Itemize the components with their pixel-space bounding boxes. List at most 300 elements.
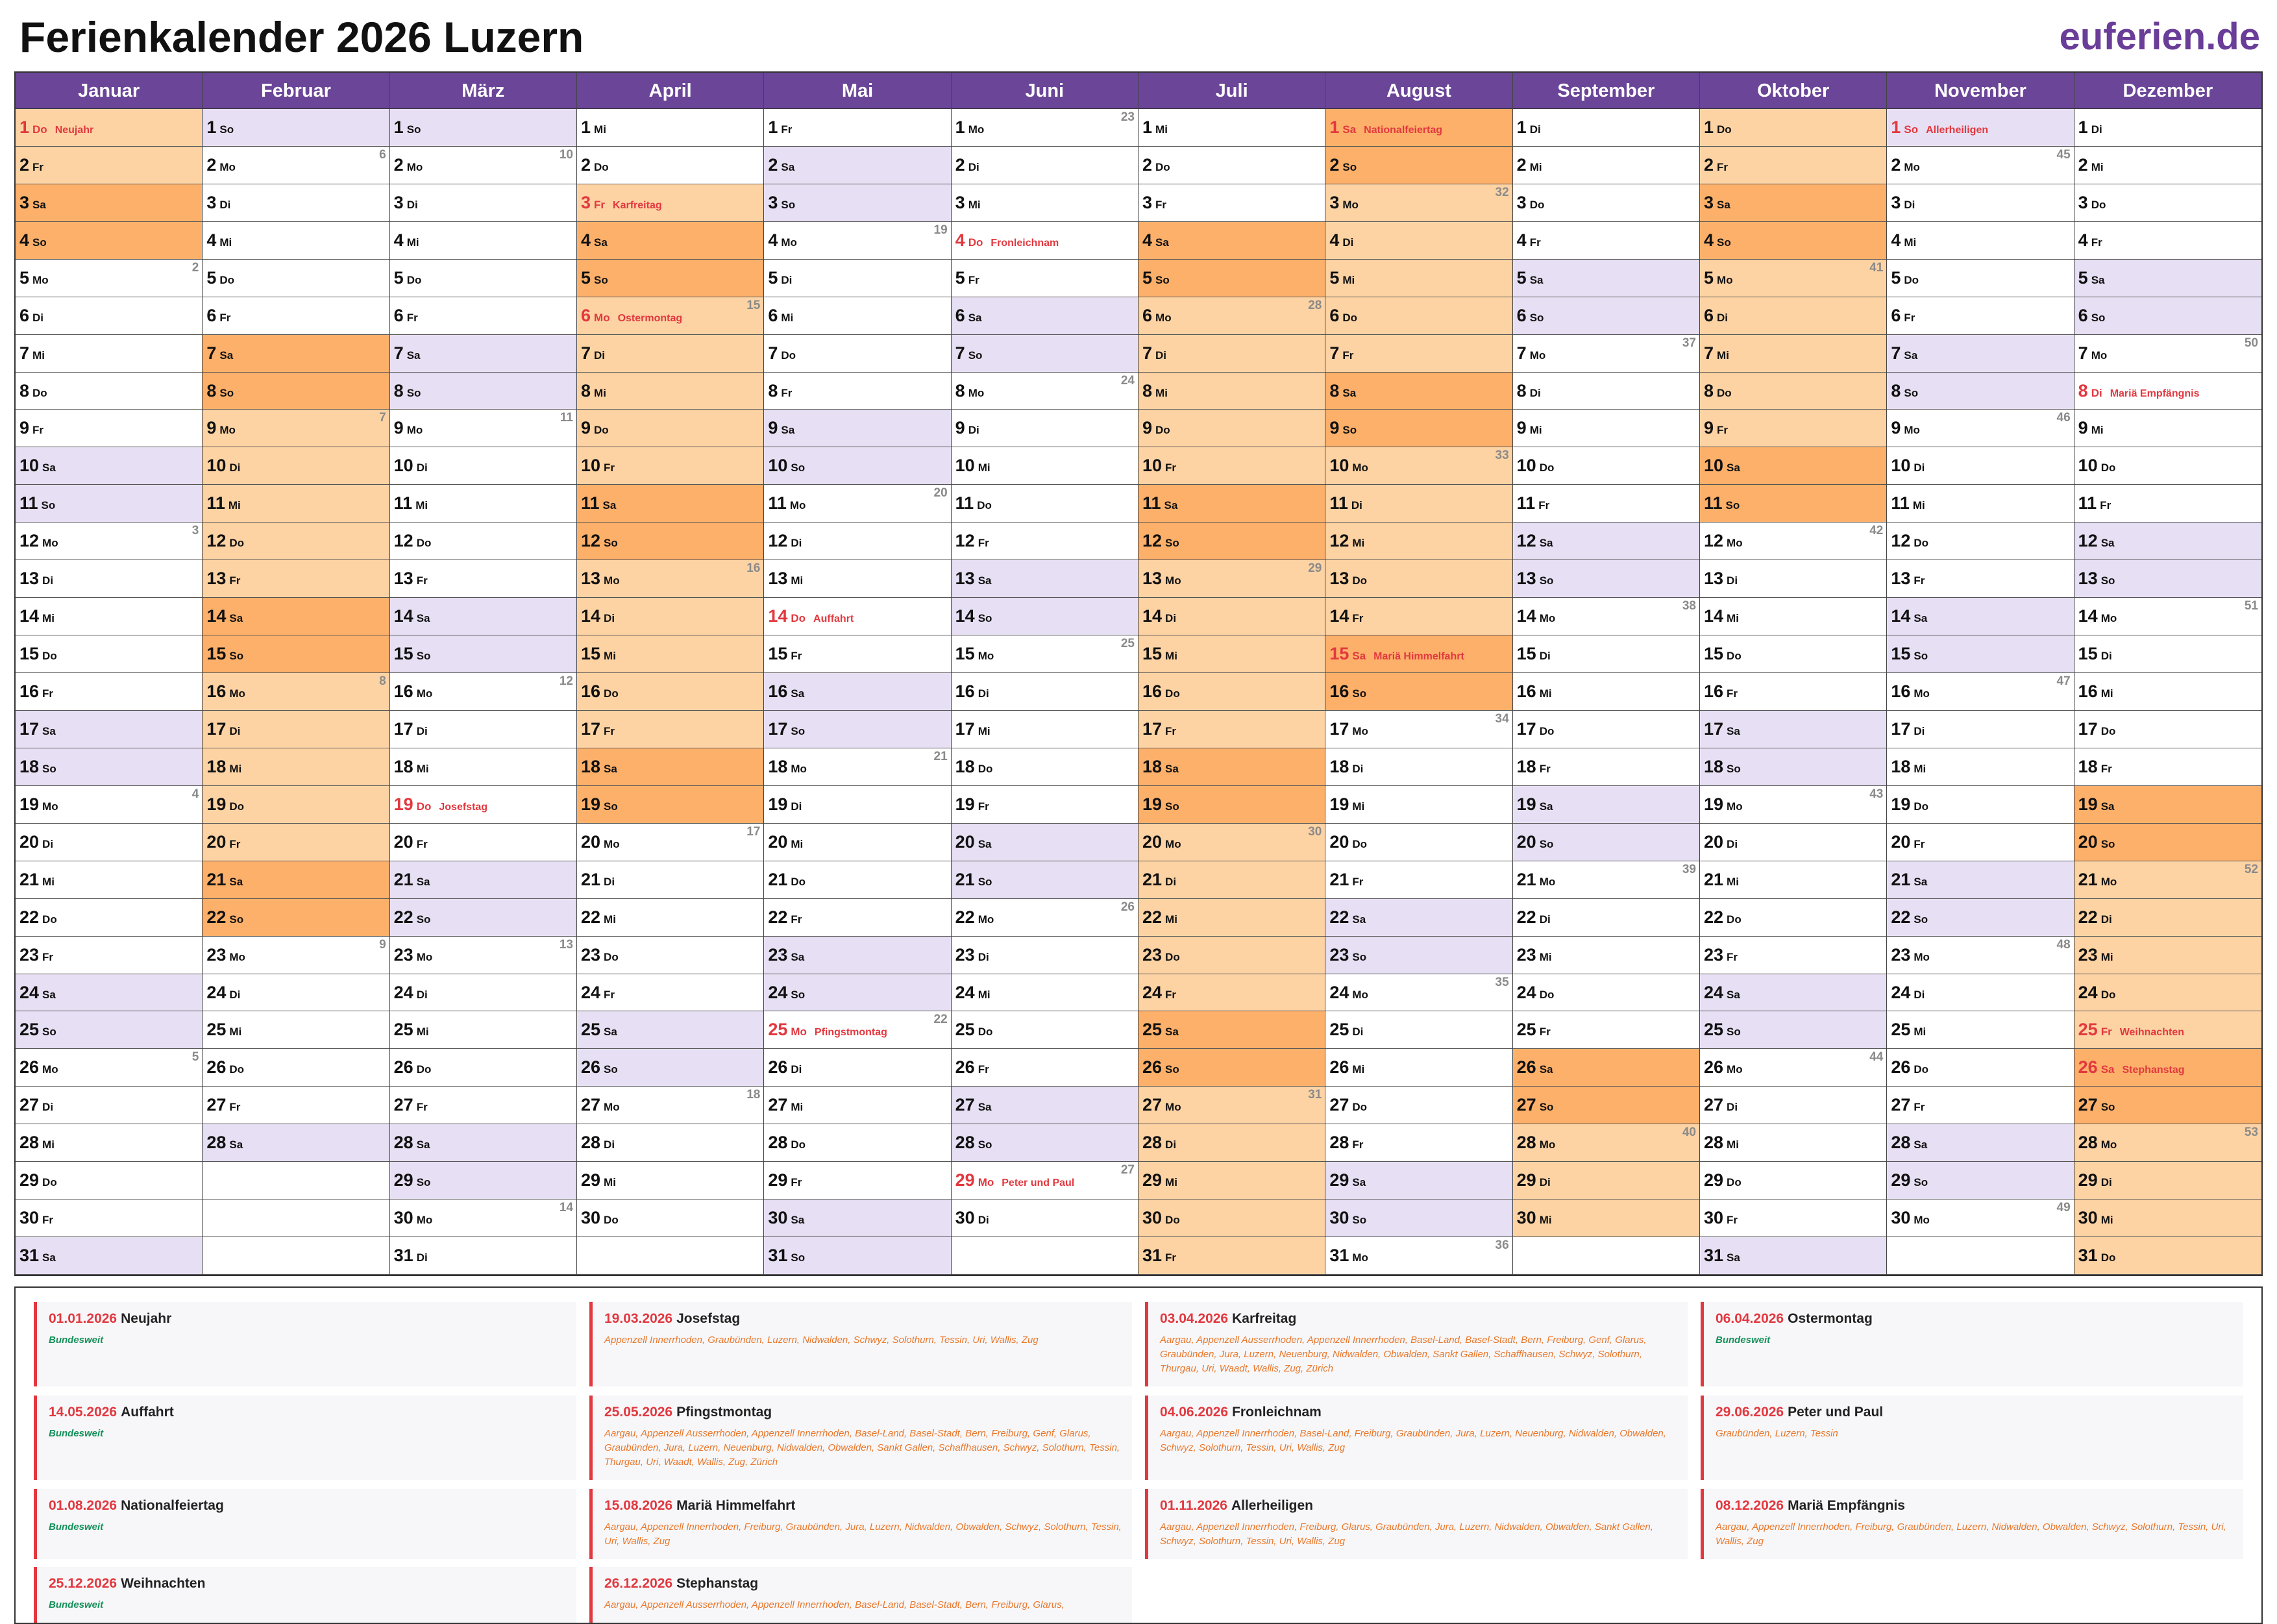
day-cell[interactable]: [1700, 335, 1886, 373]
day-cell[interactable]: [1513, 447, 1699, 485]
day-cell[interactable]: [577, 1124, 763, 1162]
day-cell[interactable]: [203, 711, 389, 748]
day-cell[interactable]: [1325, 109, 1512, 147]
day-cell[interactable]: [1887, 937, 2073, 974]
day-cell[interactable]: [952, 184, 1138, 222]
day-cell[interactable]: [577, 899, 763, 937]
day-cell[interactable]: [390, 109, 576, 147]
day-cell[interactable]: [952, 147, 1138, 184]
day-cell[interactable]: [203, 560, 389, 598]
day-cell[interactable]: [1887, 260, 2073, 297]
day-cell[interactable]: [1325, 297, 1512, 335]
day-cell[interactable]: [764, 673, 950, 711]
day-cell[interactable]: [1325, 711, 1512, 748]
day-cell[interactable]: [1138, 147, 1325, 184]
day-cell[interactable]: [16, 410, 202, 447]
day-cell[interactable]: [764, 1124, 950, 1162]
day-cell[interactable]: [1138, 410, 1325, 447]
day-cell[interactable]: [16, 1011, 202, 1049]
day-cell[interactable]: [952, 635, 1138, 673]
day-cell[interactable]: [390, 598, 576, 635]
day-cell[interactable]: [952, 1087, 1138, 1124]
day-cell[interactable]: [2074, 373, 2261, 410]
day-cell[interactable]: [16, 373, 202, 410]
day-cell[interactable]: [1513, 1200, 1699, 1237]
day-cell[interactable]: [1325, 560, 1512, 598]
day-cell[interactable]: [764, 410, 950, 447]
day-cell[interactable]: [1887, 1087, 2073, 1124]
day-cell[interactable]: [1513, 673, 1699, 711]
day-cell[interactable]: [1325, 598, 1512, 635]
day-cell[interactable]: [1138, 109, 1325, 147]
day-cell[interactable]: [1887, 447, 2073, 485]
day-cell[interactable]: [16, 1162, 202, 1200]
day-cell[interactable]: [577, 560, 763, 598]
day-cell[interactable]: [1138, 1200, 1325, 1237]
day-cell[interactable]: [1325, 1124, 1512, 1162]
day-cell[interactable]: [390, 861, 576, 899]
day-cell[interactable]: [2074, 560, 2261, 598]
day-cell[interactable]: [1138, 1087, 1325, 1124]
day-cell[interactable]: [577, 1011, 763, 1049]
day-cell[interactable]: [1325, 974, 1512, 1012]
day-cell[interactable]: [2074, 748, 2261, 786]
day-cell[interactable]: [1700, 560, 1886, 598]
day-cell[interactable]: [952, 1124, 1138, 1162]
day-cell[interactable]: [203, 786, 389, 824]
day-cell[interactable]: [390, 673, 576, 711]
day-cell[interactable]: [2074, 861, 2261, 899]
day-cell[interactable]: [1513, 523, 1699, 560]
day-cell[interactable]: [1513, 222, 1699, 260]
day-cell[interactable]: [203, 899, 389, 937]
day-cell[interactable]: [2074, 222, 2261, 260]
day-cell[interactable]: [390, 523, 576, 560]
day-cell[interactable]: [16, 711, 202, 748]
day-cell[interactable]: [2074, 335, 2261, 373]
day-cell[interactable]: [764, 1200, 950, 1237]
day-cell[interactable]: [1138, 297, 1325, 335]
day-cell[interactable]: [1513, 1124, 1699, 1162]
day-cell[interactable]: [1887, 485, 2073, 523]
day-cell[interactable]: [1700, 786, 1886, 824]
day-cell[interactable]: [1138, 1237, 1325, 1275]
day-cell[interactable]: [16, 485, 202, 523]
day-cell[interactable]: [203, 260, 389, 297]
day-cell[interactable]: [203, 147, 389, 184]
day-cell[interactable]: [1138, 635, 1325, 673]
day-cell[interactable]: [577, 297, 763, 335]
day-cell[interactable]: [203, 1049, 389, 1087]
day-cell[interactable]: [1513, 974, 1699, 1012]
day-cell[interactable]: [390, 260, 576, 297]
day-cell[interactable]: [203, 748, 389, 786]
day-cell[interactable]: [1138, 861, 1325, 899]
day-cell[interactable]: [952, 748, 1138, 786]
day-cell[interactable]: [1513, 1162, 1699, 1200]
day-cell[interactable]: [390, 937, 576, 974]
day-cell[interactable]: [2074, 485, 2261, 523]
day-cell[interactable]: [390, 410, 576, 447]
day-cell[interactable]: [203, 184, 389, 222]
day-cell[interactable]: [390, 447, 576, 485]
day-cell[interactable]: [2074, 1237, 2261, 1275]
day-cell[interactable]: [16, 1049, 202, 1087]
day-cell[interactable]: [1513, 560, 1699, 598]
day-cell[interactable]: [2074, 447, 2261, 485]
day-cell[interactable]: [2074, 523, 2261, 560]
day-cell[interactable]: [1700, 1049, 1886, 1087]
day-cell[interactable]: [764, 297, 950, 335]
day-cell[interactable]: [1700, 485, 1886, 523]
day-cell[interactable]: [1700, 410, 1886, 447]
day-cell[interactable]: [1138, 523, 1325, 560]
day-cell[interactable]: [577, 598, 763, 635]
day-cell[interactable]: [1325, 1011, 1512, 1049]
day-cell[interactable]: [2074, 1124, 2261, 1162]
day-cell[interactable]: [1513, 1011, 1699, 1049]
day-cell[interactable]: [952, 560, 1138, 598]
day-cell[interactable]: [203, 824, 389, 861]
day-cell[interactable]: [1325, 899, 1512, 937]
day-cell[interactable]: [203, 485, 389, 523]
day-cell[interactable]: [577, 748, 763, 786]
day-cell[interactable]: [1138, 937, 1325, 974]
day-cell[interactable]: [1700, 673, 1886, 711]
day-cell[interactable]: [1700, 1087, 1886, 1124]
day-cell[interactable]: [390, 1087, 576, 1124]
day-cell[interactable]: [1513, 297, 1699, 335]
day-cell[interactable]: [1138, 1162, 1325, 1200]
day-cell[interactable]: [2074, 937, 2261, 974]
day-cell[interactable]: [203, 523, 389, 560]
day-cell[interactable]: [577, 635, 763, 673]
day-cell[interactable]: [764, 523, 950, 560]
day-cell[interactable]: [1700, 974, 1886, 1012]
day-cell[interactable]: [577, 1200, 763, 1237]
day-cell[interactable]: [203, 598, 389, 635]
day-cell[interactable]: [2074, 974, 2261, 1012]
day-cell[interactable]: [1325, 410, 1512, 447]
day-cell[interactable]: [1325, 147, 1512, 184]
day-cell[interactable]: [1887, 147, 2073, 184]
day-cell[interactable]: [764, 447, 950, 485]
day-cell[interactable]: [16, 748, 202, 786]
day-cell[interactable]: [1138, 673, 1325, 711]
day-cell[interactable]: [390, 147, 576, 184]
day-cell[interactable]: [1887, 635, 2073, 673]
day-cell[interactable]: [203, 297, 389, 335]
day-cell[interactable]: [1887, 560, 2073, 598]
brand-logo[interactable]: euferien.de: [2059, 16, 2260, 58]
day-cell[interactable]: [577, 447, 763, 485]
day-cell[interactable]: [16, 222, 202, 260]
day-cell[interactable]: [1700, 222, 1886, 260]
day-cell[interactable]: [1887, 673, 2073, 711]
day-cell[interactable]: [952, 410, 1138, 447]
day-cell[interactable]: [16, 974, 202, 1012]
day-cell[interactable]: [764, 260, 950, 297]
day-cell[interactable]: [203, 447, 389, 485]
day-cell[interactable]: [203, 1124, 389, 1162]
day-cell[interactable]: [952, 485, 1138, 523]
day-cell[interactable]: [1513, 635, 1699, 673]
day-cell[interactable]: [2074, 260, 2261, 297]
day-cell[interactable]: [1700, 1011, 1886, 1049]
day-cell[interactable]: [764, 899, 950, 937]
day-cell[interactable]: [203, 109, 389, 147]
day-cell[interactable]: [2074, 1049, 2261, 1087]
day-cell[interactable]: [16, 635, 202, 673]
day-cell[interactable]: [1325, 861, 1512, 899]
day-cell[interactable]: [577, 673, 763, 711]
day-cell[interactable]: [16, 109, 202, 147]
day-cell[interactable]: [1325, 673, 1512, 711]
day-cell[interactable]: [1700, 899, 1886, 937]
day-cell[interactable]: [203, 222, 389, 260]
day-cell[interactable]: [390, 635, 576, 673]
day-cell[interactable]: [390, 297, 576, 335]
day-cell[interactable]: [1700, 184, 1886, 222]
day-cell[interactable]: [1513, 335, 1699, 373]
day-cell[interactable]: [16, 1200, 202, 1237]
day-cell[interactable]: [952, 335, 1138, 373]
day-cell[interactable]: [952, 1011, 1138, 1049]
day-cell[interactable]: [764, 635, 950, 673]
day-cell[interactable]: [577, 786, 763, 824]
day-cell[interactable]: [1887, 222, 2073, 260]
day-cell[interactable]: [1138, 824, 1325, 861]
day-cell[interactable]: [764, 560, 950, 598]
day-cell[interactable]: [1513, 373, 1699, 410]
day-cell[interactable]: [1138, 1049, 1325, 1087]
day-cell[interactable]: [764, 1049, 950, 1087]
day-cell[interactable]: [1325, 1162, 1512, 1200]
day-cell[interactable]: [764, 485, 950, 523]
day-cell[interactable]: [1887, 1200, 2073, 1237]
day-cell[interactable]: [1325, 748, 1512, 786]
day-cell[interactable]: [764, 222, 950, 260]
day-cell[interactable]: [16, 899, 202, 937]
day-cell[interactable]: [390, 1237, 576, 1275]
day-cell[interactable]: [1138, 184, 1325, 222]
day-cell[interactable]: [952, 861, 1138, 899]
day-cell[interactable]: [577, 1162, 763, 1200]
day-cell[interactable]: [1513, 786, 1699, 824]
day-cell[interactable]: [1513, 824, 1699, 861]
day-cell[interactable]: [1887, 109, 2073, 147]
day-cell[interactable]: [1887, 598, 2073, 635]
day-cell[interactable]: [2074, 1200, 2261, 1237]
day-cell[interactable]: [1887, 373, 2073, 410]
day-cell[interactable]: [952, 673, 1138, 711]
day-cell[interactable]: [2074, 184, 2261, 222]
day-cell[interactable]: [390, 560, 576, 598]
day-cell[interactable]: [203, 1087, 389, 1124]
day-cell[interactable]: [764, 1011, 950, 1049]
day-cell[interactable]: [1325, 184, 1512, 222]
day-cell[interactable]: [1138, 373, 1325, 410]
day-cell[interactable]: [390, 824, 576, 861]
day-cell[interactable]: [952, 824, 1138, 861]
day-cell[interactable]: [1138, 560, 1325, 598]
day-cell[interactable]: [16, 260, 202, 297]
day-cell[interactable]: [952, 711, 1138, 748]
day-cell[interactable]: [16, 1087, 202, 1124]
day-cell[interactable]: [1138, 598, 1325, 635]
day-cell[interactable]: [1887, 1049, 2073, 1087]
day-cell[interactable]: [1700, 635, 1886, 673]
day-cell[interactable]: [764, 373, 950, 410]
day-cell[interactable]: [390, 711, 576, 748]
day-cell[interactable]: [577, 410, 763, 447]
day-cell[interactable]: [1700, 447, 1886, 485]
day-cell[interactable]: [1700, 711, 1886, 748]
day-cell[interactable]: [1700, 937, 1886, 974]
day-cell[interactable]: [1513, 147, 1699, 184]
day-cell[interactable]: [1700, 373, 1886, 410]
day-cell[interactable]: [390, 1011, 576, 1049]
day-cell[interactable]: [16, 598, 202, 635]
day-cell[interactable]: [203, 673, 389, 711]
day-cell[interactable]: [764, 974, 950, 1012]
day-cell[interactable]: [1887, 824, 2073, 861]
day-cell[interactable]: [952, 109, 1138, 147]
day-cell[interactable]: [952, 1162, 1138, 1200]
day-cell[interactable]: [2074, 635, 2261, 673]
day-cell[interactable]: [203, 335, 389, 373]
day-cell[interactable]: [764, 1162, 950, 1200]
day-cell[interactable]: [764, 711, 950, 748]
day-cell[interactable]: [952, 786, 1138, 824]
day-cell[interactable]: [390, 1124, 576, 1162]
day-cell[interactable]: [577, 523, 763, 560]
day-cell[interactable]: [1700, 598, 1886, 635]
day-cell[interactable]: [16, 937, 202, 974]
day-cell[interactable]: [2074, 824, 2261, 861]
day-cell[interactable]: [1700, 1124, 1886, 1162]
day-cell[interactable]: [1513, 485, 1699, 523]
day-cell[interactable]: [1138, 260, 1325, 297]
day-cell[interactable]: [1325, 1237, 1512, 1275]
day-cell[interactable]: [952, 937, 1138, 974]
day-cell[interactable]: [1887, 523, 2073, 560]
day-cell[interactable]: [1887, 184, 2073, 222]
day-cell[interactable]: [577, 222, 763, 260]
day-cell[interactable]: [390, 184, 576, 222]
day-cell[interactable]: [1325, 260, 1512, 297]
day-cell[interactable]: [1325, 335, 1512, 373]
day-cell[interactable]: [764, 1087, 950, 1124]
day-cell[interactable]: [2074, 1087, 2261, 1124]
day-cell[interactable]: [2074, 297, 2261, 335]
day-cell[interactable]: [390, 748, 576, 786]
day-cell[interactable]: [2074, 1162, 2261, 1200]
day-cell[interactable]: [2074, 786, 2261, 824]
day-cell[interactable]: [1138, 222, 1325, 260]
day-cell[interactable]: [1513, 1049, 1699, 1087]
day-cell[interactable]: [1513, 598, 1699, 635]
day-cell[interactable]: [2074, 1011, 2261, 1049]
day-cell[interactable]: [390, 222, 576, 260]
day-cell[interactable]: [390, 1049, 576, 1087]
day-cell[interactable]: [1700, 824, 1886, 861]
day-cell[interactable]: [1513, 410, 1699, 447]
day-cell[interactable]: [577, 485, 763, 523]
day-cell[interactable]: [764, 861, 950, 899]
day-cell[interactable]: [952, 447, 1138, 485]
day-cell[interactable]: [16, 824, 202, 861]
day-cell[interactable]: [1700, 147, 1886, 184]
day-cell[interactable]: [203, 974, 389, 1012]
day-cell[interactable]: [1325, 523, 1512, 560]
day-cell[interactable]: [764, 1237, 950, 1275]
day-cell[interactable]: [2074, 410, 2261, 447]
day-cell[interactable]: [1513, 861, 1699, 899]
day-cell[interactable]: [16, 523, 202, 560]
day-cell[interactable]: [390, 1200, 576, 1237]
day-cell[interactable]: [1700, 260, 1886, 297]
day-cell[interactable]: [577, 974, 763, 1012]
day-cell[interactable]: [952, 373, 1138, 410]
day-cell[interactable]: [1513, 109, 1699, 147]
day-cell[interactable]: [16, 184, 202, 222]
day-cell[interactable]: [952, 598, 1138, 635]
day-cell[interactable]: [764, 598, 950, 635]
day-cell[interactable]: [2074, 711, 2261, 748]
day-cell[interactable]: [577, 1087, 763, 1124]
day-cell[interactable]: [1138, 786, 1325, 824]
day-cell[interactable]: [1887, 1011, 2073, 1049]
day-cell[interactable]: [203, 635, 389, 673]
day-cell[interactable]: [1325, 1200, 1512, 1237]
day-cell[interactable]: [1138, 974, 1325, 1012]
day-cell[interactable]: [2074, 899, 2261, 937]
day-cell[interactable]: [16, 1237, 202, 1275]
day-cell[interactable]: [764, 786, 950, 824]
day-cell[interactable]: [577, 260, 763, 297]
day-cell[interactable]: [203, 373, 389, 410]
day-cell[interactable]: [577, 711, 763, 748]
day-cell[interactable]: [1325, 222, 1512, 260]
day-cell[interactable]: [1138, 748, 1325, 786]
day-cell[interactable]: [1325, 447, 1512, 485]
day-cell[interactable]: [390, 786, 576, 824]
day-cell[interactable]: [577, 109, 763, 147]
day-cell[interactable]: [1325, 937, 1512, 974]
day-cell[interactable]: [1887, 297, 2073, 335]
day-cell[interactable]: [1887, 861, 2073, 899]
day-cell[interactable]: [1513, 899, 1699, 937]
day-cell[interactable]: [16, 447, 202, 485]
day-cell[interactable]: [390, 1162, 576, 1200]
day-cell[interactable]: [390, 899, 576, 937]
day-cell[interactable]: [390, 335, 576, 373]
day-cell[interactable]: [203, 1011, 389, 1049]
day-cell[interactable]: [764, 147, 950, 184]
day-cell[interactable]: [764, 184, 950, 222]
day-cell[interactable]: [203, 861, 389, 899]
day-cell[interactable]: [390, 485, 576, 523]
day-cell[interactable]: [1325, 373, 1512, 410]
day-cell[interactable]: [577, 184, 763, 222]
day-cell[interactable]: [1138, 447, 1325, 485]
day-cell[interactable]: [577, 147, 763, 184]
day-cell[interactable]: [1325, 786, 1512, 824]
day-cell[interactable]: [2074, 598, 2261, 635]
day-cell[interactable]: [1325, 824, 1512, 861]
day-cell[interactable]: [952, 297, 1138, 335]
